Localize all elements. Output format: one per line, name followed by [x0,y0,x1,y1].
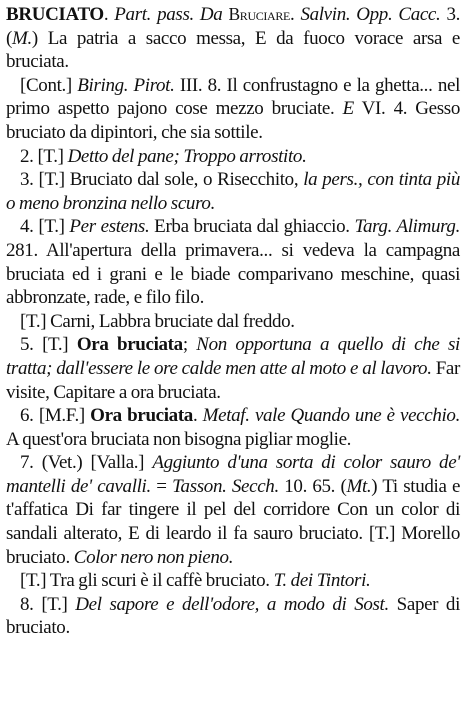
text-italic: Salvin. Opp. Cacc. [300,4,441,25]
text-run: 6. [M.F.] [20,405,91,427]
text-bold: Ora bruciata [76,334,183,356]
text-italic: Metaf. vale Quando une è vecchio. [202,405,460,427]
text-run: III. 8. Il confrustagno e la ghetta... nel primo aspetto pajono cose mezzo bruciate. [6,74,461,120]
text-italic: Biring. Pirot. [77,74,175,96]
text-run: 4. [T.] [20,216,70,238]
text-run: 8. [T.] [20,593,76,615]
text-run: 2. [T.] [20,145,68,167]
text-run: 3. [T.] Bruciato dal sole, o Risecchito, [20,169,304,191]
text-run: . [290,4,301,25]
text-italic: Part. pass. Da [114,4,229,25]
text-run: = [150,475,173,497]
text-run: 5. [T.] [20,334,77,356]
text-bold: BRUCIATO [6,4,104,25]
text-italic: Aggiunto d'una sorta di color sauro de' mantelli de' cavalli. [6,452,460,497]
text-italic: Color nero non pieno. [73,546,234,568]
text-run: [Cont.] [20,74,78,96]
text-italic: Detto del pane; Troppo arrostito. [67,145,307,167]
text-run: A quest'ora bruciata non bisogna pigliar moglie. [6,428,352,450]
entry-paragraph [6,168,460,215]
text-run: ; [182,334,197,356]
text-bold: Ora bruciata [90,405,193,427]
entry-paragraph [6,569,460,593]
text-run: 3. ( [6,4,461,49]
text-italic: Del sapore e dell'odore, a modo di Sost. [75,593,389,615]
text-italic: Targ. Alimurg. [354,216,460,238]
text-run: 7. (Vet.) [Valla.] [20,452,153,474]
text-run: VI. 4. Gesso bruciato da dipintori, che sia sottile. [6,98,460,143]
text-run: . [103,4,115,25]
text-italic: Tasson. Secch. [172,475,279,497]
dictionary-entry-bruciato [6,3,460,640]
text-run: . [192,405,203,427]
entry-paragraph [6,74,460,145]
text-italic: T. dei Tintori. [273,570,371,592]
text-run: ) La patria a sacco messa, E da fuoco vorace arsa e bruciata. [6,27,460,73]
entry-paragraph [6,310,460,334]
entry-paragraph [6,333,460,404]
entry-paragraph [6,451,460,569]
text-italic: Per estens. [69,216,150,238]
text-run: ) Ti studia e t'affatica Di far tingere il pel del corridore Con un color di sandali alterato, E di leardo il fa sauro bruciato. [T.] Morello bruciato. [6,475,461,568]
text-italic: Mt. [346,475,372,497]
text-run: [T.] Carni, Labbra bruciate dal freddo. [20,310,295,332]
entry-paragraph [6,404,460,451]
entry-paragraph [6,3,460,74]
text-run: 10. 65. ( [278,475,347,497]
text-run: Erba bruciata dal ghiaccio. [149,216,355,238]
text-italic: Non opportuna a quello di che si tratta; dall'essere le ore calde men atte al moto e al lavoro. [6,334,460,379]
text-run: Saper di bruciato. [6,593,461,639]
text-italic: E [342,98,354,120]
text-run: Far visite, Capitare a ora bruciata. [6,357,460,403]
text-run: [T.] Tra gli scuri è il caffè bruciato. [20,570,274,592]
text-sc: Bruciare [228,4,291,24]
entry-paragraph [6,593,460,640]
text-italic: M. [11,27,32,49]
entry-paragraph [6,145,460,169]
text-run: 281. All'apertura della primavera... si vedeva la campagna bruciata ed i grani e le biade comparivano meschine, quasi abbronzate, rade, e filo filo. [6,239,460,309]
text-italic: la pers., con tinta più o meno bronzina nello scuro. [6,169,460,214]
entry-paragraph [6,215,460,309]
